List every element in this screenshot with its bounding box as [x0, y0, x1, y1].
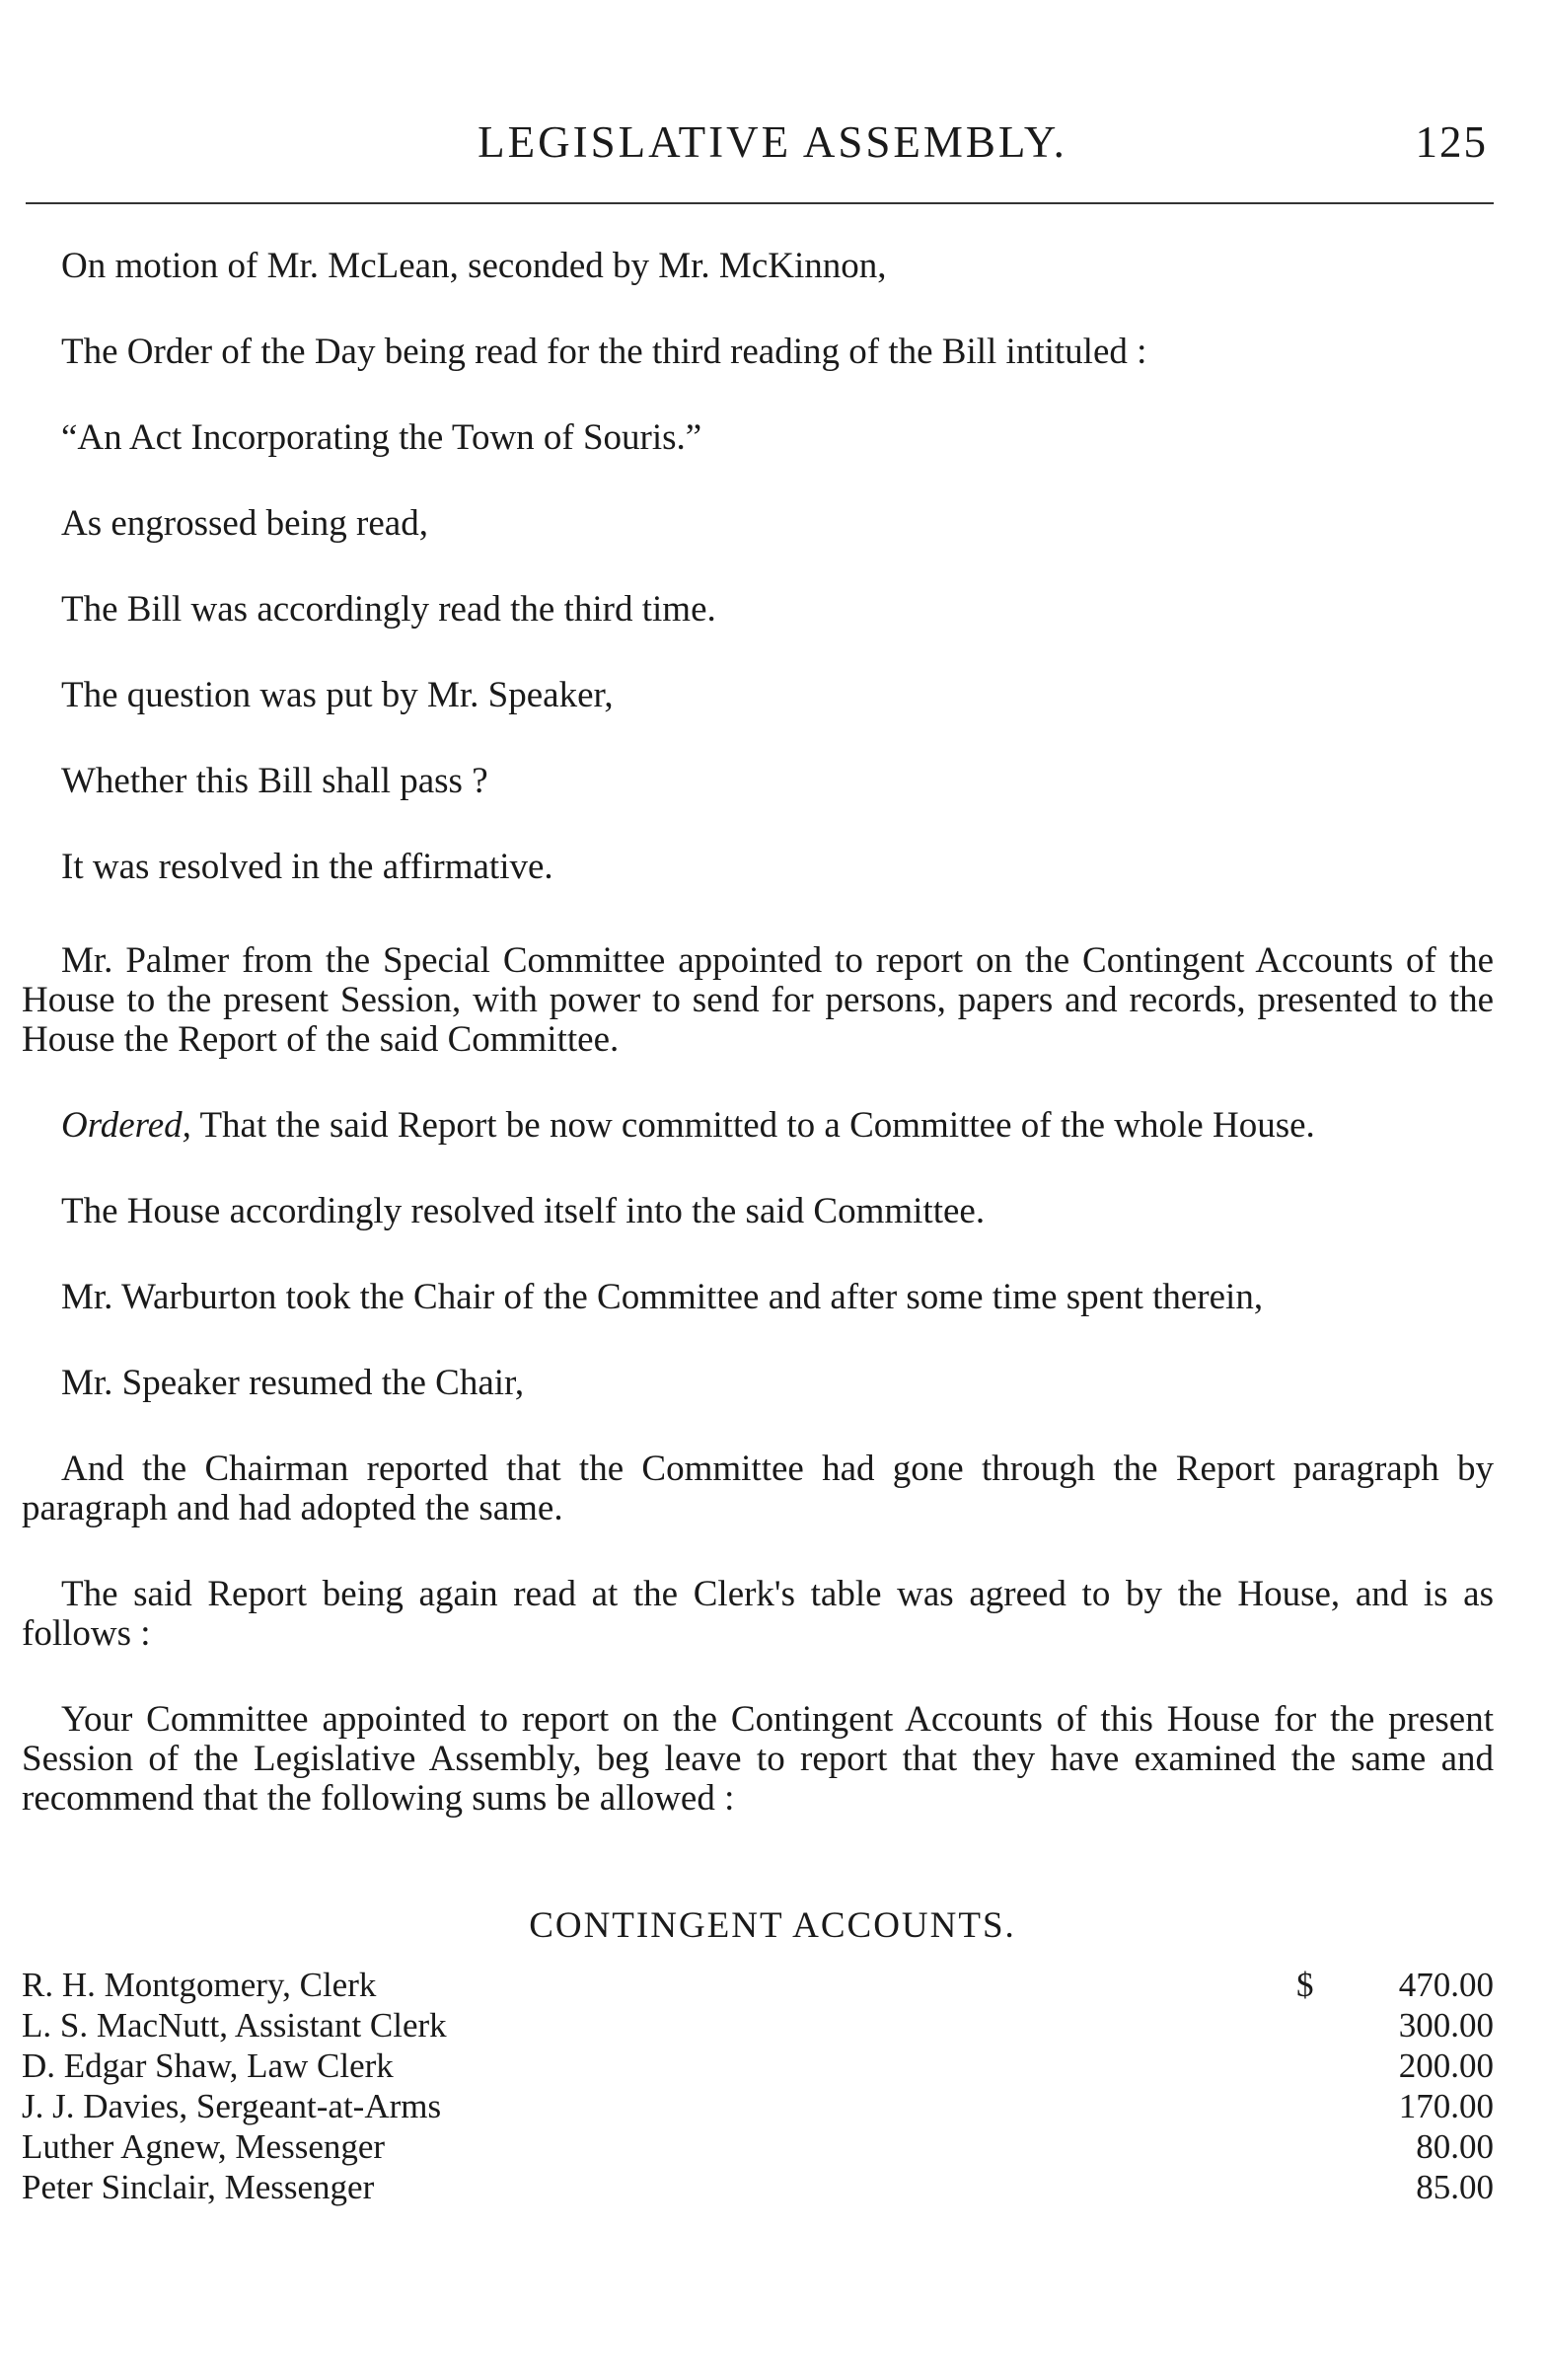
paragraph-chairman-reported: And the Chairman reported that the Committee had gone through the Report paragraph by paragraph and had adopted the same.: [22, 1449, 1494, 1528]
paragraph-third-reading: The Bill was accordingly read the third time.: [61, 589, 716, 630]
paragraph-ordered: [22, 1106, 1494, 1146]
account-amount: 200.00: [1398, 2046, 1494, 2085]
page-number: 125: [1415, 117, 1488, 167]
account-name: R. H. Montgomery, Clerk: [22, 1966, 377, 2004]
paragraph-took-chair: Mr. Warburton took the Chair of the Committee and after some time spent therein,: [61, 1277, 1264, 1317]
account-amount: 470.00: [1398, 1966, 1494, 2004]
list-item: [22, 2046, 1494, 2087]
account-name: Peter Sinclair, Messenger: [22, 2168, 375, 2206]
paragraph-committee-report: Mr. Palmer from the Special Committee appointed to report on the Contingent Accounts of the House to the present Session, with power to send for persons, papers and records, presented to the House the Report of the said Committee.: [22, 940, 1494, 1060]
list-item: [22, 1966, 1494, 2006]
account-amount: 80.00: [1416, 2127, 1494, 2166]
paragraph-report-agreed: The said Report being again read at the Clerk's table was agreed to by the House, and is as follows :: [22, 1574, 1494, 1654]
accounts-list: [22, 1966, 1494, 2208]
ordered-lead: Ordered,: [61, 1105, 191, 1146]
currency-symbol: $: [1296, 1966, 1314, 2004]
account-name: D. Edgar Shaw, Law Clerk: [22, 2046, 394, 2085]
account-amount: 85.00: [1416, 2168, 1494, 2206]
paragraph-question: The question was put by Mr. Speaker,: [61, 675, 614, 715]
list-item: [22, 2006, 1494, 2046]
paragraph-shall-pass: Whether this Bill shall pass ?: [61, 761, 488, 801]
paragraph-engrossed: As engrossed being read,: [61, 503, 428, 544]
running-title: LEGISLATIVE ASSEMBLY.: [478, 117, 1067, 167]
account-name: J. J. Davies, Sergeant-at-Arms: [22, 2087, 442, 2125]
paragraph-motion: On motion of Mr. McLean, seconded by Mr. McKinnon,: [61, 246, 887, 286]
account-amount: 170.00: [1398, 2087, 1494, 2125]
header-rule: [26, 202, 1494, 204]
paragraph-resumed-chair: Mr. Speaker resumed the Chair,: [61, 1363, 525, 1403]
contingent-accounts-title: CONTINGENT ACCOUNTS.: [529, 1905, 1016, 1946]
ordered-text: That the said Report be now committed to a Committee of the whole House.: [190, 1105, 1315, 1146]
account-amount: 300.00: [1398, 2006, 1494, 2045]
list-item: [22, 2127, 1494, 2168]
paragraph-resolved: It was resolved in the affirmative.: [61, 847, 553, 887]
paragraph-bill-title: “An Act Incorporating the Town of Souris.”: [61, 417, 702, 458]
account-name: L. S. MacNutt, Assistant Clerk: [22, 2006, 447, 2045]
list-item: [22, 2087, 1494, 2127]
paragraph-committee-recommend: Your Committee appointed to report on the Contingent Accounts of this House for the present Session of the Legislative Assembly, beg leave to report that they have examined the same and recommend that the following sums be allowed :: [22, 1699, 1494, 1819]
running-head: [0, 116, 1545, 176]
list-item: [22, 2168, 1494, 2208]
account-name: Luther Agnew, Messenger: [22, 2127, 386, 2166]
paragraph-order-of-day: The Order of the Day being read for the third reading of the Bill intituled :: [61, 332, 1147, 372]
body-text: [22, 247, 1494, 1819]
paragraph-resolved-committee: The House accordingly resolved itself into the said Committee.: [61, 1191, 986, 1231]
